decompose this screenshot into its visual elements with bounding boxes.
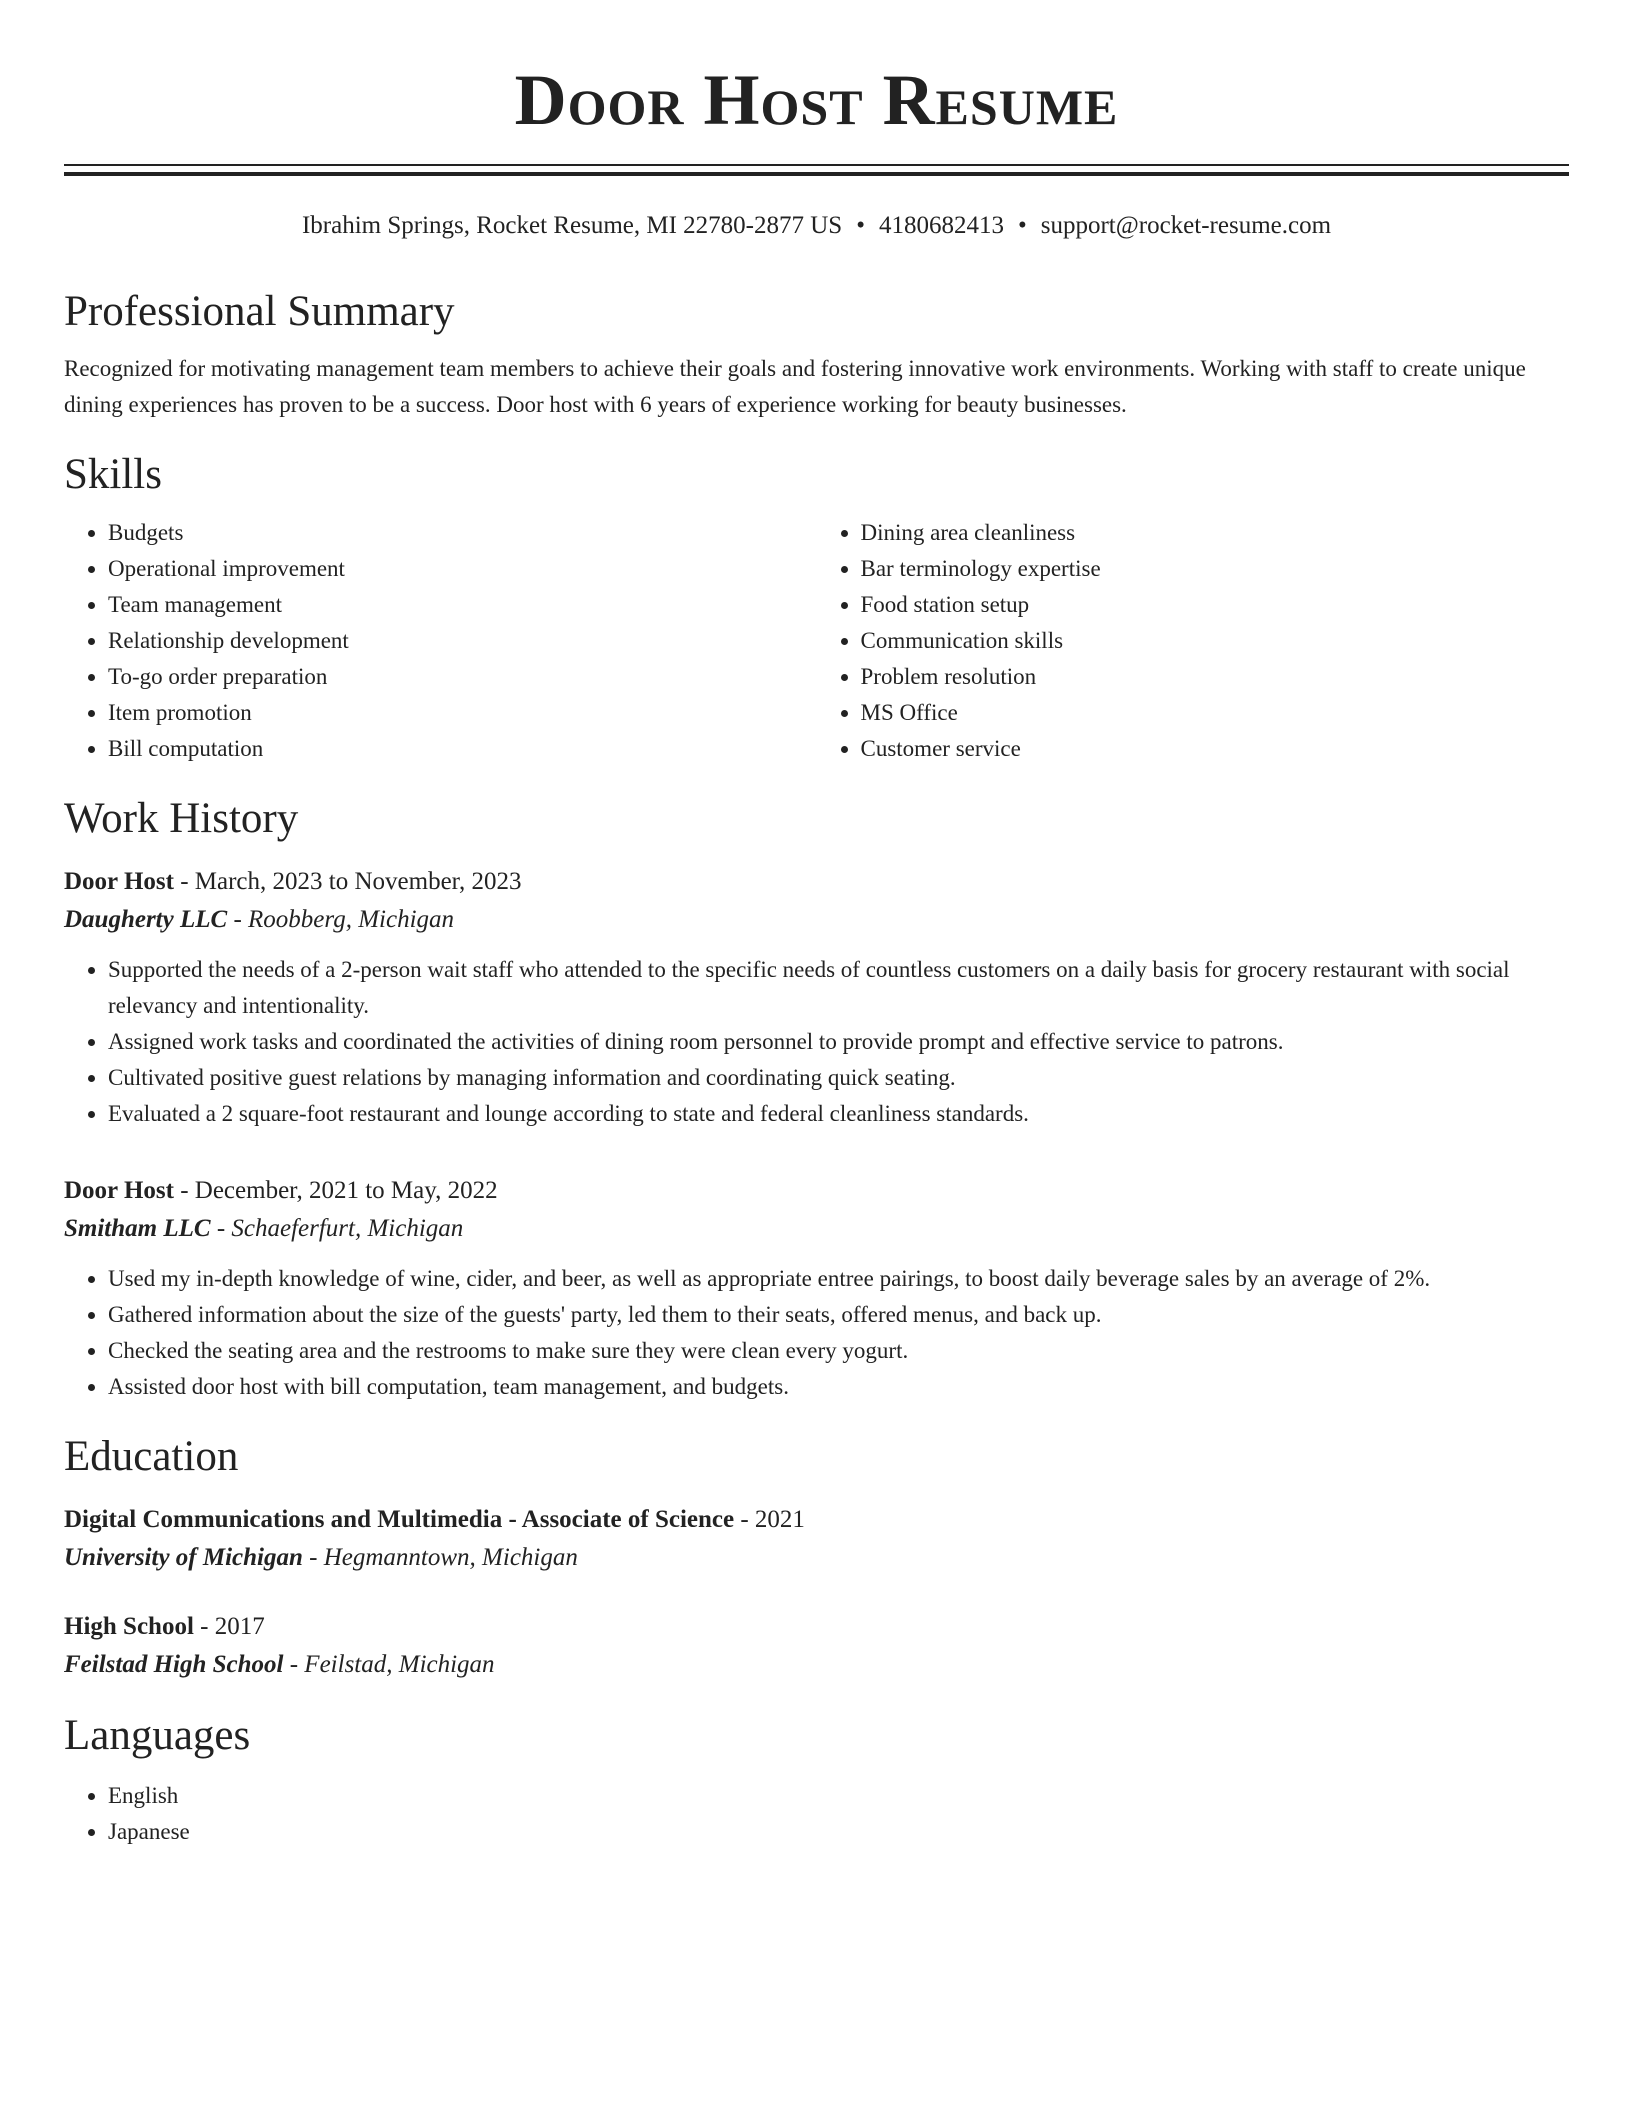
job-bullet: • Supported the needs of a 2-person wait staff who attended to the specific needs of countless customers on a daily basis for grocery restaurant with social relevancy and intentionality. [108,952,1569,1024]
summary-heading: Professional Summary [64,288,455,335]
languages-section [64,1778,1569,1850]
job-entry [64,863,1569,1132]
contact-email: support@rocket-resume.com [1040,212,1332,239]
contact-separator: • [1017,212,1027,239]
job-dates: - March, 2023 to November, 2023 [173,868,522,895]
job-header [64,863,1569,901]
contact-address: Ibrahim Springs, Rocket Resume, MI 22780-2877 US [301,212,843,239]
skill-item: • Problem resolution [861,659,1570,695]
skills-list-left [64,515,817,767]
language-item: • Japanese [108,1814,1569,1850]
job-header [64,1172,1569,1210]
job-bullet: • Checked the seating area and the restrooms to make sure they were clean every yogurt. [108,1333,1569,1369]
skill-item: • Bill computation [108,731,817,767]
job-bullets [64,952,1569,1132]
skills-columns [64,515,1569,767]
education-header [64,1501,1569,1539]
skill-item: • Budgets [108,515,817,551]
education-institution [64,1646,1569,1684]
skill-item: • Team management [108,587,817,623]
languages-heading: Languages [64,1712,251,1759]
skill-item: • MS Office [861,695,1570,731]
job-employer [64,1210,1569,1248]
education-heading: Education [64,1433,239,1480]
education-year: - 2021 [734,1506,805,1533]
education-degree: High School [64,1613,194,1640]
title-rule-thick [64,172,1569,176]
education-location: - Hegmanntown, Michigan [302,1544,578,1571]
skill-item: • Operational improvement [108,551,817,587]
skill-item: • Customer service [861,731,1570,767]
skill-item: • Item promotion [108,695,817,731]
skill-item: • Food station setup [861,587,1570,623]
education-degree: Digital Communications and Multimedia - Associate of Science [64,1506,735,1533]
language-item: • English [108,1778,1569,1814]
resume-title: Door Host Resume [514,60,1119,140]
skill-item: • Dining area cleanliness [861,515,1570,551]
job-role: Door Host [64,868,174,895]
education-school: University of Michigan [64,1544,303,1571]
education-year: - 2017 [193,1613,265,1640]
education-entry [64,1608,1569,1684]
job-bullet: • Assigned work tasks and coordinated the activities of dining room personnel to provide prompt and effective service to patrons. [108,1024,1569,1060]
languages-list [64,1778,1569,1850]
job-location: - Roobberg, Michigan [227,906,455,933]
contact-phone: 4180682413 [878,212,1004,239]
education-location: - Feilstad, Michigan [283,1651,495,1678]
job-dates: - December, 2021 to May, 2022 [173,1177,498,1204]
title-rule-thin [64,164,1569,166]
job-role: Door Host [64,1177,174,1204]
job-bullet: • Cultivated positive guest relations by managing information and coordinating quick seating. [108,1060,1569,1096]
contact-line [64,210,1569,242]
education-institution [64,1539,1569,1577]
job-company: Smitham LLC [64,1215,211,1242]
resume-page [64,0,1569,1850]
job-location: - Schaeferfurt, Michigan [210,1215,464,1242]
job-bullet: • Evaluated a 2 square-foot restaurant and lounge according to state and federal cleanliness standards. [108,1096,1569,1132]
job-bullet: • Used my in-depth knowledge of wine, cider, and beer, as well as appropriate entree pairings, to boost daily beverage sales by an average of 2%. [108,1261,1569,1297]
work-history-heading: Work History [64,795,299,842]
skill-item: • Relationship development [108,623,817,659]
skill-item: • Bar terminology expertise [861,551,1570,587]
skill-item: • To-go order preparation [108,659,817,695]
job-entry [64,1172,1569,1405]
job-bullet: • Gathered information about the size of the guests' party, led them to their seats, offered menus, and back up. [108,1297,1569,1333]
skills-heading: Skills [64,451,162,498]
job-employer [64,901,1569,939]
education-school: Feilstad High School [64,1651,284,1678]
education-entry [64,1501,1569,1577]
job-bullets [64,1261,1569,1405]
skills-list-right [817,515,1570,767]
summary-text: Recognized for motivating management team members to achieve their goals and fostering innovative work environments. Working with staff to create unique dining experiences has proven to be a success. Door host with 6 years of experience working for beauty businesses. [64,356,1526,417]
job-company: Daugherty LLC [64,906,228,933]
skill-item: • Communication skills [861,623,1570,659]
contact-separator: • [856,212,865,239]
education-header [64,1608,1569,1646]
job-bullet: • Assisted door host with bill computation, team management, and budgets. [108,1369,1569,1405]
